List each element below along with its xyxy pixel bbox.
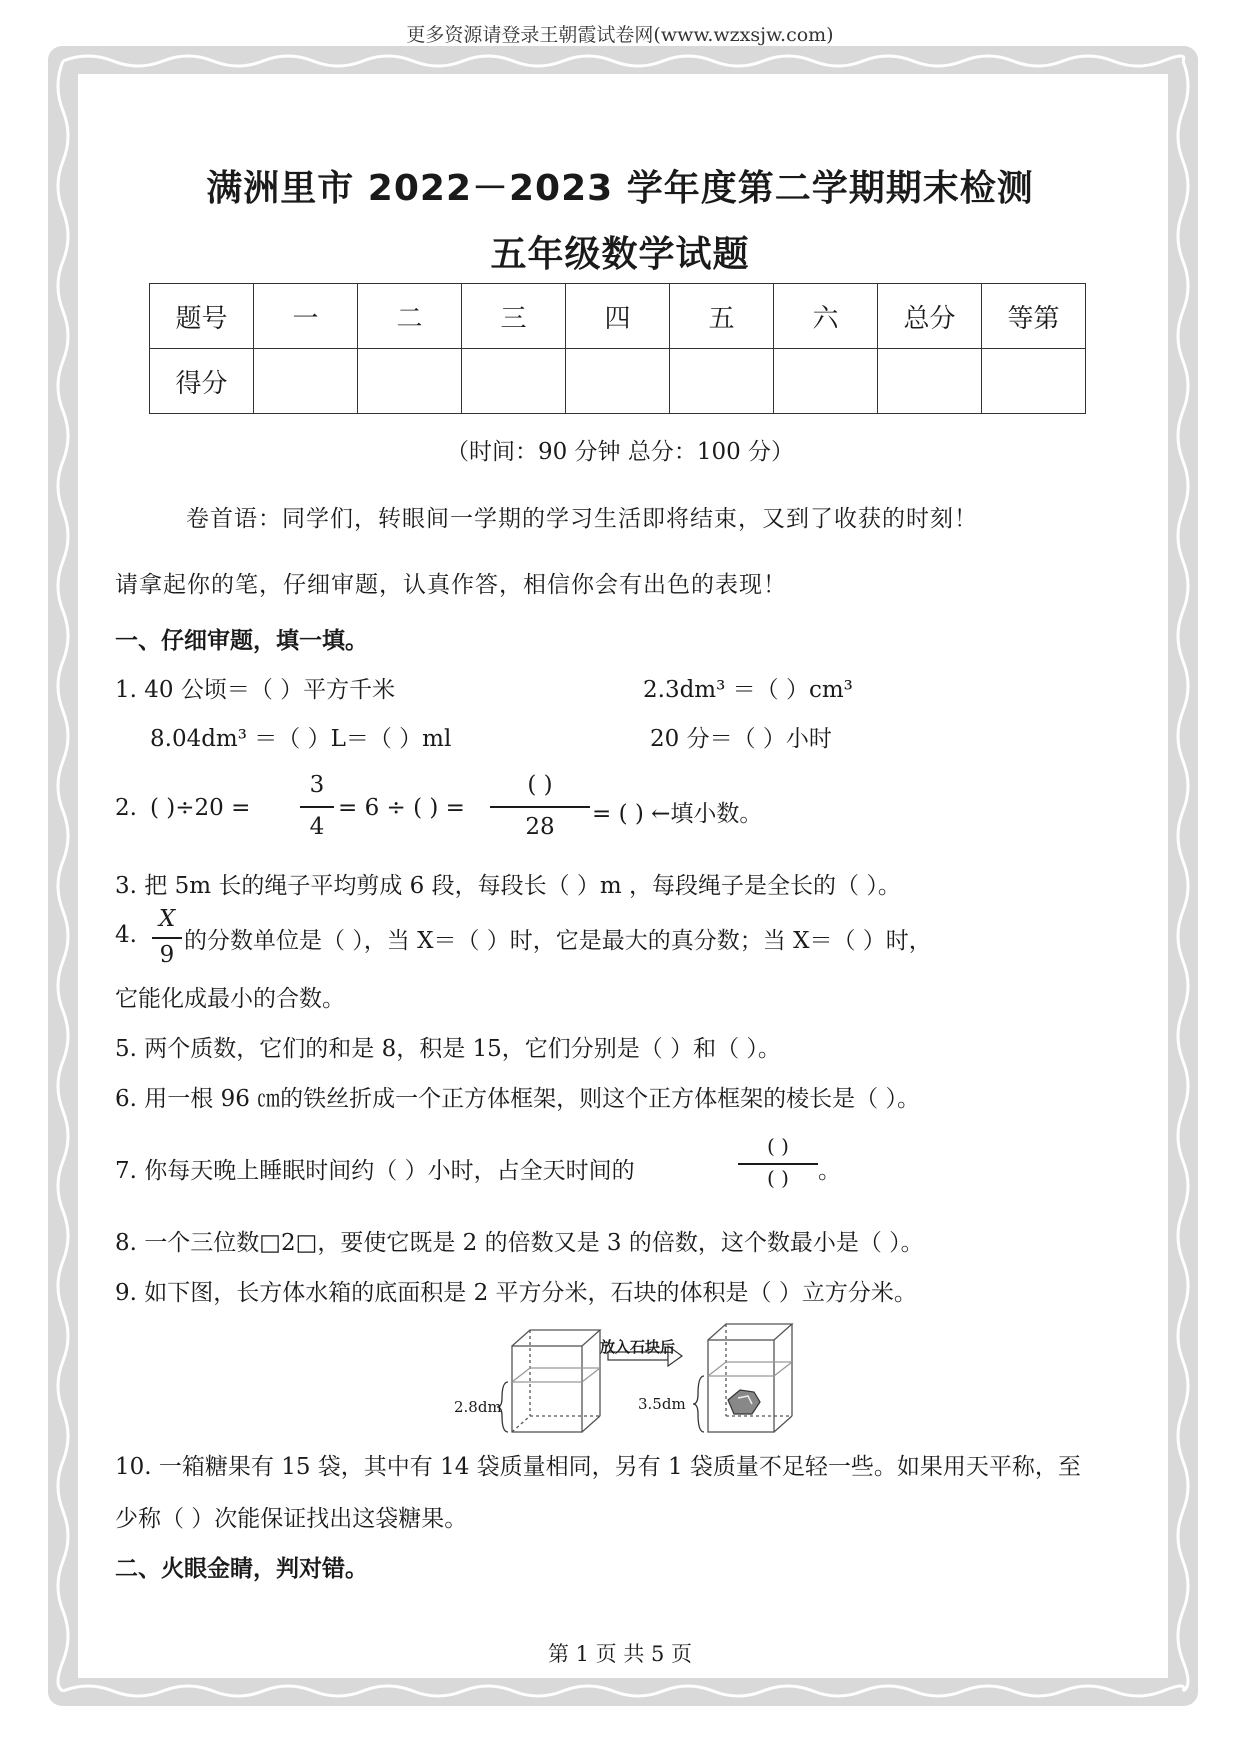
exam-subtitle: 五年级数学试题 (490, 234, 750, 275)
section-1-title: 一、仔细审题，填一填。 (115, 628, 368, 654)
question-1b: 2.3dm³ ＝（ ）cm³ (643, 677, 853, 703)
fraction-bar (300, 806, 334, 808)
question-7-text: 7. 你每天晚上睡眠时间约（ ）小时，占全天时间的 (115, 1158, 635, 1184)
question-4-fraction-denominator: 9 (159, 942, 175, 968)
score-header-cell: 四 (566, 284, 670, 349)
score-header-cell: 六 (774, 284, 878, 349)
exam-title: 满洲里市 2022－2023 学年度第二学期期末检测 (206, 168, 1034, 209)
score-header-cell: 一 (254, 284, 358, 349)
page-footer: 第 1 页 共 5 页 (547, 1642, 693, 1666)
question-8: 8. 一个三位数□2□，要使它既是 2 的倍数又是 3 的倍数，这个数最小是（ ）。 (115, 1230, 924, 1256)
fraction-bar (490, 806, 590, 808)
score-header-cell: 二 (358, 284, 462, 349)
question-4-number: 4. (115, 922, 137, 948)
score-header-cell: 等第 (982, 284, 1086, 349)
exam-info: （时间：90 分钟 总分：100 分） (445, 439, 795, 465)
preface-line-2: 请拿起你的笔，仔细审题，认真作答，相信你会有出色的表现！ (115, 572, 787, 598)
score-cell[interactable] (774, 349, 878, 414)
question-10-line-2: 少称（ ）次能保证找出这袋糖果。 (115, 1506, 468, 1532)
tank-after-icon (693, 1324, 792, 1432)
score-header-cell: 总分 (878, 284, 982, 349)
score-table-score-row (150, 349, 1086, 414)
score-table-header-row (150, 284, 1086, 349)
score-table (149, 283, 1086, 414)
figure-arrow-label: 放入石块后 (600, 1338, 676, 1356)
fraction-bar (738, 1163, 818, 1165)
question-2-part2: = 6 ÷ ( ) = (338, 795, 465, 821)
score-cell[interactable] (878, 349, 982, 414)
score-cell[interactable] (982, 349, 1086, 414)
stone-icon (728, 1390, 760, 1414)
question-1a: 1. 40 公顷＝（ ）平方千米 (115, 677, 396, 703)
score-cell[interactable] (462, 349, 566, 414)
question-10-line-1: 10. 一箱糖果有 15 袋，其中有 14 袋质量相同，另有 1 袋质量不足轻一些。如果用天平称，至 (115, 1454, 1081, 1480)
question-6: 6. 用一根 96 ㎝的铁丝折成一个正方体框架，则这个正方体框架的棱长是（ ）。 (115, 1086, 920, 1112)
score-header-cell: 三 (462, 284, 566, 349)
tank-before-icon (497, 1330, 600, 1432)
question-7-end: 。 (818, 1158, 841, 1184)
question-1c: 8.04dm³ ＝（ ）L＝（ ）ml (150, 726, 452, 752)
question-2-fraction1-denominator: 4 (309, 814, 325, 840)
fraction-bar (152, 937, 182, 939)
question-4-text: 的分数单位是（ ），当 X＝（ ）时，它是最大的真分数；当 X＝（ ）时， (184, 928, 932, 954)
score-header-cell: 题号 (150, 284, 254, 349)
figure-right-height-label: 3.5dm (638, 1395, 686, 1413)
question-2-fraction2-denominator: 28 (525, 814, 555, 840)
question-4-continued: 它能化成最小的合数。 (115, 986, 345, 1012)
question-2-number: 2. (115, 795, 137, 821)
score-cell[interactable] (358, 349, 462, 414)
score-cell[interactable] (254, 349, 358, 414)
site-banner: 更多资源请登录王朝霞试卷网(www.wzxsjw.com) (406, 24, 834, 46)
question-7-fraction-denominator: ( ) (767, 1166, 789, 1190)
question-5: 5. 两个质数，它们的和是 8，积是 15，它们分别是（ ）和（ ）。 (115, 1036, 781, 1062)
preface-line-1: 卷首语：同学们，转眼间一学期的学习生活即将结束，又到了收获的时刻！ (186, 506, 978, 532)
score-header-cell: 五 (670, 284, 774, 349)
question-2-fraction2-numerator: ( ) (527, 772, 553, 798)
question-9: 9. 如下图，长方体水箱的底面积是 2 平方分米，石块的体积是（ ）立方分米。 (115, 1280, 917, 1306)
question-2-part3: = ( ) ←填小数。 (592, 801, 763, 827)
question-2-fraction1-numerator: 3 (309, 772, 325, 798)
question-2-part1: ( )÷20 = (150, 795, 251, 821)
question-3: 3. 把 5m 长的绳子平均剪成 6 段，每段长（ ）m ，每段绳子是全长的（ ）。 (115, 873, 901, 899)
question-4-fraction-numerator: X (158, 906, 176, 932)
section-2-title: 二、火眼金睛，判对错。 (115, 1556, 368, 1582)
score-cell[interactable] (566, 349, 670, 414)
question-1d: 20 分＝（ ）小时 (650, 726, 832, 752)
question-7-fraction-numerator: ( ) (767, 1134, 789, 1158)
score-row-label: 得分 (150, 349, 254, 414)
score-cell[interactable] (670, 349, 774, 414)
figure-left-height-label: 2.8dm (454, 1398, 502, 1416)
